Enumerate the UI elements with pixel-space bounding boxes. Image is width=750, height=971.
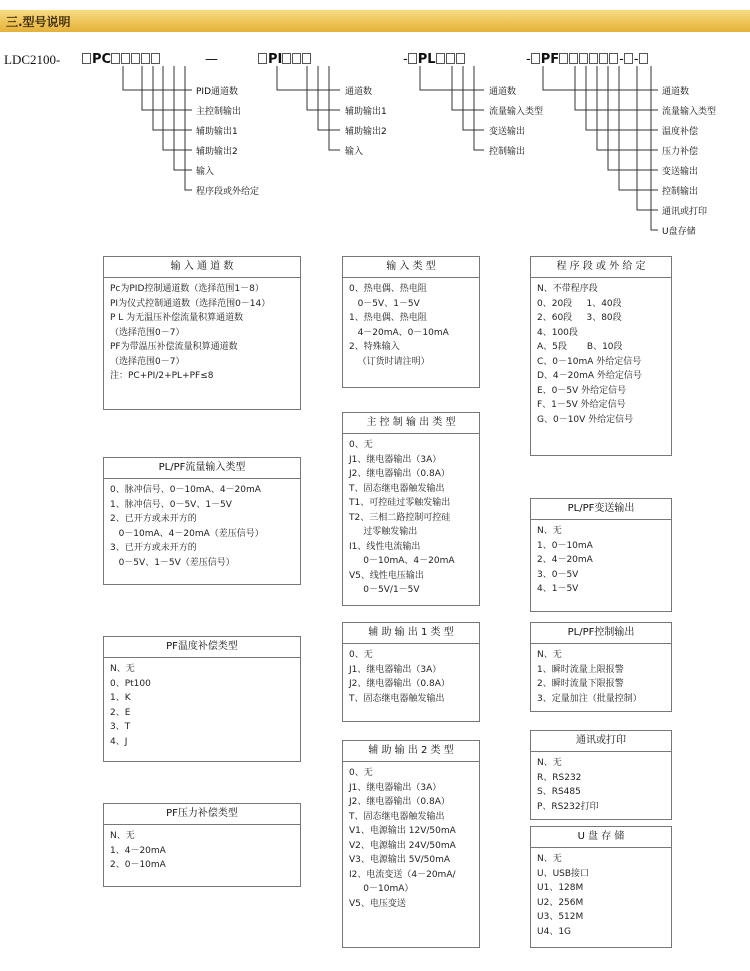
option-line: U1、128M: [537, 883, 584, 893]
pf-label: 控制输出: [662, 187, 699, 197]
option-line: 2、4－20mA: [537, 555, 593, 565]
option-line: 0－10mA、4－20mA（差压信号）: [110, 528, 264, 539]
box-pressure-compensation: [103, 803, 301, 887]
pl-label: 控制输出: [489, 147, 526, 157]
pl-label: 变送输出: [489, 127, 526, 137]
option-line: N、无: [537, 526, 562, 536]
section-title: 三.型号说明: [6, 15, 71, 29]
option-line: 1、K: [110, 693, 131, 703]
option-line: U4、1G: [537, 926, 572, 937]
pl-label: 通道数: [489, 87, 517, 97]
option-line: V5、线性电压输出: [349, 570, 424, 581]
option-line: 1、瞬时流量上限报警: [537, 664, 624, 675]
option-line: PI为仪式控制通道数（选择范围0－14）: [110, 298, 271, 309]
option-line: N、无: [110, 664, 135, 674]
option-line: 1、热电偶、热电阻: [349, 313, 427, 323]
box-title: 主 控 制 输 出 类 型: [343, 413, 479, 434]
option-line: J1、继电器输出（3A）: [349, 454, 442, 465]
pl-text: PL: [417, 52, 436, 67]
box-body: [531, 644, 671, 706]
pf-text: PF: [540, 52, 560, 67]
option-line: V5、电压变送: [349, 898, 406, 909]
option-line: G、0－10V 外给定信号: [537, 414, 634, 425]
pf-label: 变送输出: [662, 167, 699, 177]
box-body: [343, 644, 479, 706]
box-program-segment: [530, 256, 672, 456]
option-line: F、1－5V 外给定信号: [537, 400, 626, 410]
option-line: 1、脉冲信号、0－5V、1－5V: [110, 499, 232, 510]
option-line: 0－10mA、4－20mA: [349, 556, 455, 566]
pc-label: PID通道数: [196, 87, 239, 97]
box-body: [343, 278, 479, 369]
box-title: PL/PF变送输出: [531, 499, 671, 520]
option-line: 0－5V/1－5V: [349, 585, 420, 595]
box-input-type: [342, 256, 480, 388]
box-body: [104, 479, 300, 570]
option-line: J2、继电器输出（0.8A）: [349, 797, 450, 807]
option-line: 0、无: [349, 650, 373, 660]
option-line: N、无: [110, 831, 135, 841]
option-line: V3、电源输出 5V/50mA: [349, 855, 451, 865]
pf-label: 通讯或打印: [662, 207, 708, 217]
pf-dash: -: [526, 52, 531, 67]
option-line: 2、E: [110, 707, 131, 718]
option-line: 2、60段 3、80段: [537, 313, 622, 323]
option-line: 3、已开方或未开方的: [110, 543, 197, 553]
pf-sep: -: [619, 52, 624, 67]
dash-separator: —: [205, 52, 218, 67]
box-control-output: [530, 622, 672, 712]
box-aux-output-2: [342, 740, 480, 948]
option-line: C、0－10mA 外给定信号: [537, 356, 642, 367]
box-title: PF压力补偿类型: [104, 804, 300, 825]
option-line: （订货时请注明）: [349, 356, 430, 367]
option-line: 4－20mA、0－10mA: [349, 327, 449, 338]
option-line: T2、三相二路控制可控硅: [349, 512, 451, 523]
box-title: 程 序 段 或 外 给 定: [531, 257, 671, 278]
box-title: 辅 助 输 出 1 类 型: [343, 623, 479, 644]
box-body: [104, 825, 300, 873]
option-line: 4、100段: [537, 327, 578, 338]
option-line: 0－5V、1－5V（差压信号）: [110, 557, 235, 568]
option-line: I2、电流变送（4－20mA/: [349, 869, 456, 880]
box-title: 通讯或打印: [531, 731, 671, 752]
box-body: [104, 278, 300, 384]
box-title: PL/PF流量输入类型: [104, 458, 300, 479]
option-line: I1、线性电流输出: [349, 541, 421, 552]
pl-label: 流量输入类型: [489, 107, 544, 117]
pf-label: 通道数: [662, 87, 690, 97]
option-line: J1、继电器输出（3A）: [349, 664, 442, 675]
option-line: 1、0－10mA: [537, 540, 593, 551]
box-body: [104, 658, 300, 749]
box-body: [531, 752, 671, 814]
pf-label: 流量输入类型: [662, 107, 717, 117]
box-title: U 盘 存 储: [531, 827, 671, 848]
box-title: 辅 助 输 出 2 类 型: [343, 741, 479, 762]
pf-label: 压力补偿: [662, 147, 699, 157]
option-line: （选择范围0－7）: [110, 356, 185, 367]
option-line: J1、继电器输出（3A）: [349, 782, 442, 793]
option-line: 0、Pt100: [110, 678, 151, 689]
option-line: 3、0－5V: [537, 569, 579, 580]
option-line: 0、热电偶、热电阻: [349, 284, 427, 294]
pc-label: 输入: [196, 167, 215, 177]
option-line: D、4－20mA 外给定信号: [537, 371, 642, 381]
pi-label: 通道数: [345, 87, 373, 97]
box-body: [343, 434, 479, 598]
option-line: T、固态继电器触发输出: [349, 483, 445, 494]
box-temp-compensation: [103, 636, 301, 762]
option-line: P L 为无温压补偿流量积算通道数: [110, 313, 244, 323]
option-line: U3、512M: [537, 912, 584, 922]
option-line: 0、无: [349, 440, 373, 450]
option-line: 0、脉冲信号、0－10mA、4－20mA: [110, 485, 261, 495]
option-line: V1、电源输出 12V/50mA: [349, 826, 456, 836]
pf-label: 温度补偿: [662, 127, 699, 137]
box-body: [531, 848, 671, 939]
model-prefix: LDC2100-: [4, 52, 61, 67]
option-line: （选择范围0－7）: [110, 327, 185, 338]
option-line: N、无: [537, 758, 562, 768]
option-line: 4、1－5V: [537, 584, 579, 594]
pi-text: PI: [268, 52, 283, 67]
option-line: V2、电源输出 24V/50mA: [349, 840, 456, 851]
pc-label: 主控制输出: [196, 107, 242, 117]
option-line: T、固态继电器触发输出: [349, 811, 445, 822]
option-line: 2、特殊输入: [349, 342, 400, 352]
box-body: [531, 278, 671, 427]
pc-label: 辅助输出1: [196, 127, 238, 137]
option-line: T、固态继电器触发输出: [349, 693, 445, 704]
option-line: J2、继电器输出（0.8A）: [349, 469, 450, 479]
pc-text: PC: [92, 52, 112, 67]
option-line: R、RS232: [537, 772, 582, 783]
box-body: [531, 520, 671, 597]
box-title: 输 入 通 道 数: [104, 257, 300, 278]
option-line: S、RS485: [537, 787, 581, 797]
connector-lines: [0, 0, 750, 240]
option-line: 4、J: [110, 736, 128, 747]
option-line: PF为带温压补偿流量积算通道数: [110, 342, 238, 352]
box-input-channels: [103, 256, 301, 410]
option-line: T1、可控硅过零触发输出: [349, 498, 451, 508]
option-line: 2、0－10mA: [110, 860, 166, 870]
option-line: 0、20段 1、40段: [537, 298, 622, 309]
box-transmit-output: [530, 498, 672, 612]
box-title: PL/PF控制输出: [531, 623, 671, 644]
pc-label: 程序段或外给定: [196, 187, 260, 197]
option-line: 2、已开方或未开方的: [110, 514, 197, 524]
option-line: U2、256M: [537, 897, 584, 908]
option-line: 3、定量加注（批量控制）: [537, 693, 642, 704]
box-body: [343, 762, 479, 911]
pi-label: 输入: [345, 147, 364, 157]
pl-dash: -: [403, 52, 408, 67]
option-line: 0－5V、1－5V: [349, 298, 420, 309]
option-line: N、不带程序段: [537, 284, 598, 294]
box-title: PF温度补偿类型: [104, 637, 300, 658]
option-line: P、RS232打印: [537, 801, 599, 812]
pi-label: 辅助输出1: [345, 107, 387, 117]
option-line: 注：PC+PI/2+PL+PF≤8: [110, 371, 214, 381]
pf-sep: -: [633, 52, 639, 67]
pf-label: U盘存储: [662, 227, 696, 237]
box-main-output: [342, 412, 480, 606]
option-line: 1、4－20mA: [110, 845, 166, 856]
option-line: 0、无: [349, 768, 373, 778]
option-line: J2、继电器输出（0.8A）: [349, 679, 450, 689]
option-line: 2、瞬时流量下限报警: [537, 679, 624, 689]
option-line: N、无: [537, 854, 562, 864]
option-line: N、无: [537, 650, 562, 660]
box-comm-print: [530, 730, 672, 820]
option-line: Pc为PID控制通道数（选择范围1－8）: [110, 284, 264, 294]
box-usb-storage: [530, 826, 672, 948]
box-flow-input-type: [103, 457, 301, 585]
option-line: 3、T: [110, 722, 131, 732]
option-line: 0－10mA）: [349, 884, 414, 894]
pc-label: 辅助输出2: [196, 147, 238, 157]
pi-label: 辅助输出2: [345, 127, 387, 137]
option-line: A、5段 B、10段: [537, 342, 623, 352]
box-aux-output-1: [342, 622, 480, 722]
box-title: 输 入 类 型: [343, 257, 479, 278]
option-line: E、0－5V 外给定信号: [537, 385, 627, 396]
option-line: 过零触发输出: [349, 527, 418, 537]
option-line: U、USB接口: [537, 868, 590, 879]
